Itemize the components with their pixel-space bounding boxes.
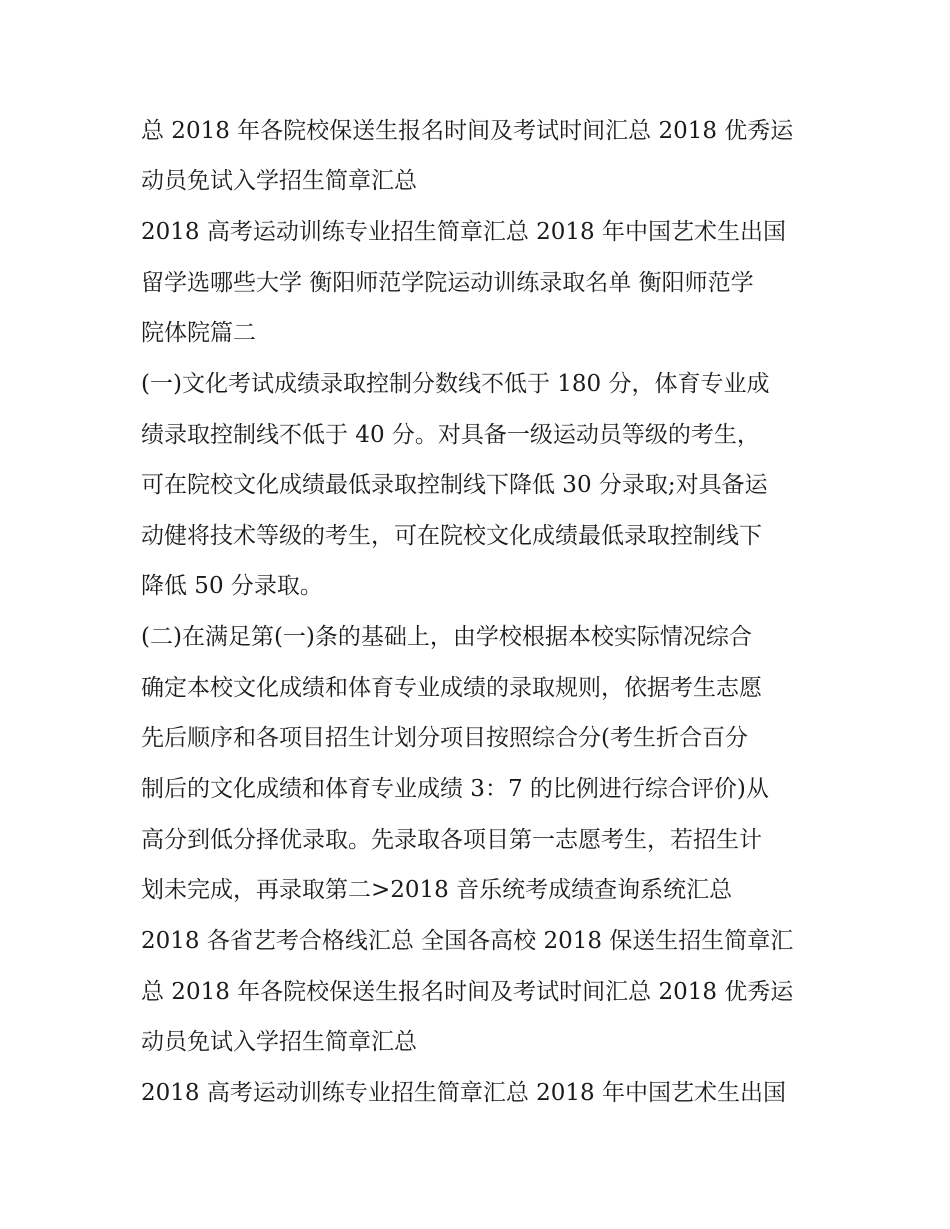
text-line: 动健将技术等级的考生，可在院校文化成绩最低录取控制线下 bbox=[141, 523, 762, 549]
text-line: 2018 各省艺考合格线汇总 全国各高校 2018 保送生招生简章汇 bbox=[141, 928, 794, 954]
text-line: 先后顺序和各项目招生计划分项目按照综合分(考生折合百分 bbox=[141, 725, 748, 751]
text-line: 制后的文化成绩和体育专业成绩 3：7 的比例进行综合评价)从 bbox=[141, 776, 769, 802]
text-line: 可在院校文化成绩最低录取控制线下降低 30 分录取;对具备运 bbox=[141, 472, 768, 498]
text-line: (一)文化考试成绩录取控制分数线不低于 180 分，体育专业成 bbox=[141, 371, 770, 397]
text-line: 2018 高考运动训练专业招生简章汇总 2018 年中国艺术生出国 bbox=[141, 219, 786, 245]
text-line: 确定本校文化成绩和体育专业成绩的录取规则，依据考生志愿 bbox=[141, 675, 762, 701]
text-line: 高分到低分择优录取。先录取各项目第一志愿考生，若招生计 bbox=[141, 827, 762, 853]
text-line: 降低 50 分录取。 bbox=[141, 573, 323, 599]
text-line: 院体院篇二 bbox=[141, 320, 256, 346]
text-line: 动员免试入学招生简章汇总 bbox=[141, 1029, 417, 1055]
text-line: 总 2018 年各院校保送生报名时间及考试时间汇总 2018 优秀运 bbox=[141, 118, 794, 144]
text-line: (二)在满足第(一)条的基础上，由学校根据本校实际情况综合 bbox=[141, 624, 752, 650]
text-line: 留学选哪些大学 衡阳师范学院运动训练录取名单 衡阳师范学 bbox=[141, 270, 754, 296]
text-line: 2018 高考运动训练专业招生简章汇总 2018 年中国艺术生出国 bbox=[141, 1080, 786, 1106]
text-line: 动员免试入学招生简章汇总 bbox=[141, 168, 417, 194]
text-line: 总 2018 年各院校保送生报名时间及考试时间汇总 2018 优秀运 bbox=[141, 979, 794, 1005]
text-line: 绩录取控制线不低于 40 分。对具备一级运动员等级的考生， bbox=[141, 422, 760, 448]
text-line: 划未完成，再录取第二>2018 音乐统考成绩查询系统汇总 bbox=[141, 877, 733, 903]
